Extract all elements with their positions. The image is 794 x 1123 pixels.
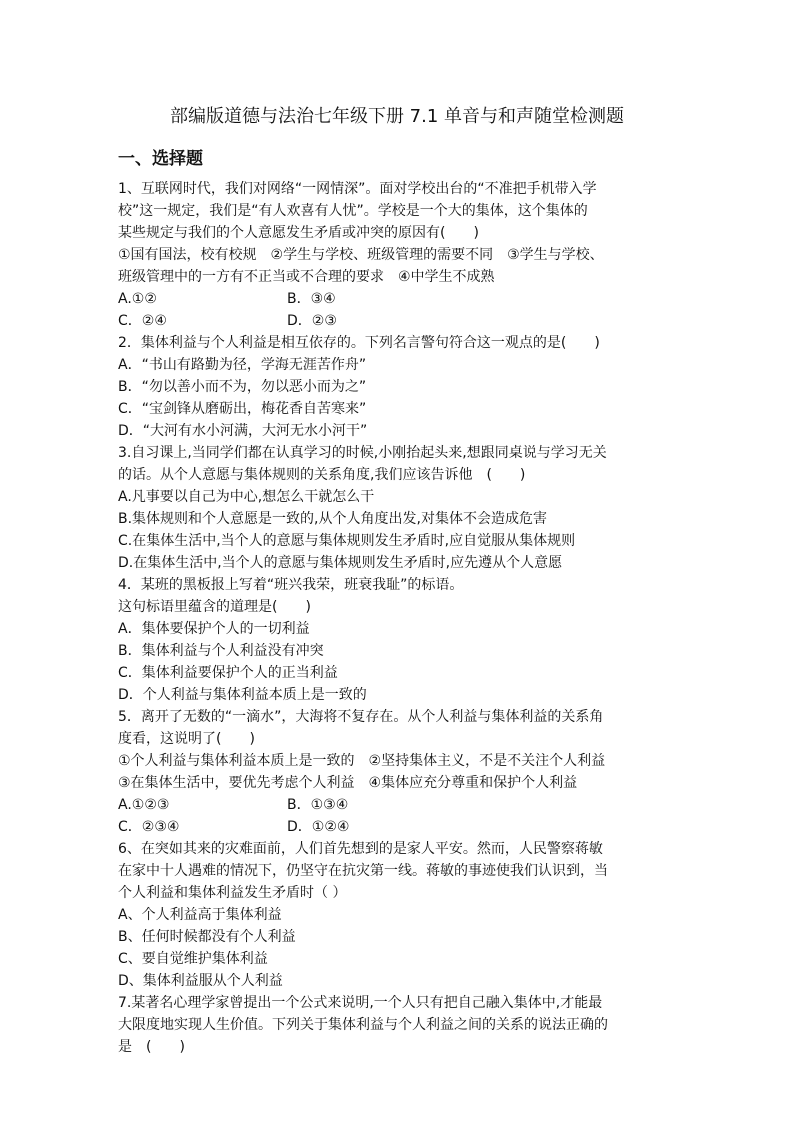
q4-option-b: B．集体利益与个人利益没有冲突 [118,643,324,659]
q1-line-2: 校”这一规定，我们是“有人欢喜有人忧”。学校是一个大的集体，这个集体的 [118,203,588,219]
q5-line-1: 5．离开了无数的“一滴水”，大海将不复存在。从个人利益与集体利益的关系角 [118,709,604,725]
q3-line-2: 的话。从个人意愿与集体规则的关系角度,我们应该告诉他 ( ) [118,467,526,483]
q3-option-b: B.集体规则和个人意愿是一致的,从个人角度出发,对集体不会造成危害 [118,511,547,527]
q2-option-c: C．“宝剑锋从磨砺出，梅花香自苦寒来” [118,401,367,417]
q6-option-c: C、要自觉维护集体利益 [118,951,268,967]
q7-line-3: 是 ( ) [118,1039,185,1055]
q5-option-d: D．①②④ [287,819,350,835]
q6-line-2: 在家中十人遇难的情况下，仍坚守在抗灾第一线。蒋敏的事迹使我们认识到，当 [118,863,608,879]
q3-option-a: A.凡事要以自己为中心,想怎么干就怎么干 [118,489,375,505]
q2-stem: 2．集体利益与个人利益是相互依存的。下列名言警句符合这一观点的是( ) [118,335,600,351]
q2-option-b: B．“勿以善小而不为，勿以恶小而为之” [118,379,367,395]
q4-line-1: 4．某班的黑板报上写着“班兴我荣，班衰我耻”的标语。 [118,577,464,593]
q5-option-a: A.①②③ [118,797,170,813]
q1-line-4: ①国有国法，校有校规 ②学生与学校、班级管理的需要不同 ③学生与学校、 [118,247,604,263]
q6-option-d: D、集体利益服从个人利益 [118,973,283,989]
q4-option-a: A．集体要保护个人的一切利益 [118,621,310,637]
q3-option-d: D.在集体生活中,当个人的意愿与集体规则发生矛盾时,应先遵从个人意愿 [118,555,563,571]
q1-option-c: C．②④ [118,313,167,329]
q1-line-5: 班级管理中的一方有不正当或不合理的要求 ④中学生不成熟 [118,269,495,285]
section-heading: 一、选择题 [118,149,203,169]
q6-line-3: 个人利益和集体利益发生矛盾时（ ） [118,885,347,901]
q6-option-b: B、任何时候都没有个人利益 [118,929,296,945]
q7-line-1: 7.某著名心理学家曾提出一个公式来说明,一个人只有把自己融入集体中,才能最 [118,995,603,1011]
q1-option-d: D．②③ [287,313,337,329]
q4-option-c: C．集体利益要保护个人的正当利益 [118,665,338,681]
q3-line-1: 3.自习课上,当同学们都在认真学习的时候,小刚抬起头来,想跟同桌说与学习无关 [118,445,607,461]
q5-option-b: B．①③④ [287,797,349,813]
q1-line-1: 1、互联网时代，我们对网络“一网情深”。面对学校出台的“不准把手机带入学 [118,181,597,197]
q6-option-a: A、个人利益高于集体利益 [118,907,282,923]
q2-option-d: D．“大河有水小河满，大河无水小河干” [118,423,368,439]
q7-line-2: 大限度地实现人生价值。下列关于集体利益与个人利益之间的关系的说法正确的 [118,1017,608,1033]
q4-option-d: D．个人利益与集体利益本质上是一致的 [118,687,367,703]
q1-option-a: A.①② [118,291,157,307]
q6-line-1: 6、在突如其来的灾难面前，人们首先想到的是家人平安。然而，人民警察蒋敏 [118,841,603,857]
document-title: 部编版道德与法治七年级下册 7.1 单音与和声随堂检测题 [169,106,625,127]
q2-option-a: A．“书山有路勤为径，学海无涯苦作舟” [118,357,367,373]
q5-line-4: ③在集体生活中，要优先考虑个人利益 ④集体应充分尊重和保护个人利益 [118,775,578,791]
q5-line-2: 度看，这说明了( ) [118,731,255,747]
q4-line-2: 这句标语里蕴含的道理是( ) [118,599,311,615]
q1-option-b: B．③④ [287,291,336,307]
q1-line-3: 某些规定与我们的个人意愿发生矛盾或冲突的原因有( ) [118,225,479,241]
q5-option-c: C．②③④ [118,819,180,835]
q5-line-3: ①个人利益与集体利益本质上是一致的 ②坚持集体主义，不是不关注个人利益 [118,753,606,769]
q3-option-c: C.在集体生活中,当个人的意愿与集体规则发生矛盾时,应自觉服从集体规则 [118,533,576,549]
